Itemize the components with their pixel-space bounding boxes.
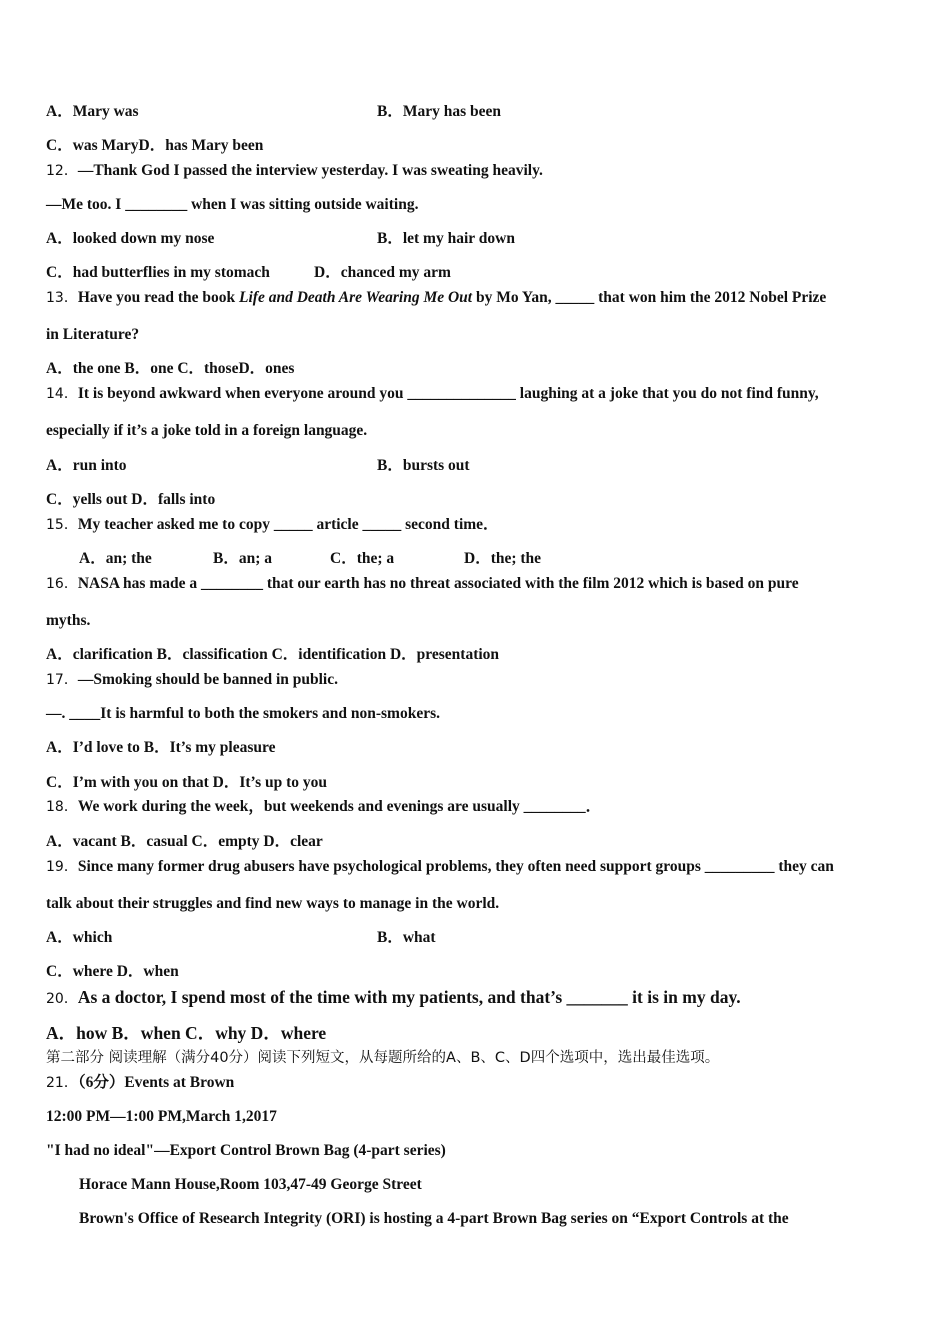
q13-stem [46, 288, 826, 308]
q20-stem [46, 987, 741, 1009]
q17-stem [46, 670, 338, 690]
q11-option-a: A．Mary was [46, 103, 139, 120]
q17-reply: —. ____It is harmful to both the smokers and non-smokers. [46, 705, 440, 722]
q13-stem-continued: in Literature? [46, 326, 140, 343]
q14-stem-continued: especially if it’s a joke told in a foreign language. [46, 422, 368, 439]
q13-options: A．the one B．one C．thoseD．ones [46, 360, 295, 377]
q21-event-title: "I had no ideal"—Export Control Brown Bag (4-part series) [46, 1142, 446, 1159]
q17-stem-text: —Smoking should be banned in public. [77, 671, 338, 688]
q11-option-cd: C．was MaryD．has Mary been [46, 137, 264, 154]
q17-option-ab: A．I’d love to B．It’s my pleasure [46, 739, 276, 756]
q14-option-b: B．bursts out [377, 457, 470, 474]
q21-event-time: 12:00 PM—1:00 PM,March 1,2017 [46, 1108, 277, 1125]
q18-stem-text: We work during the week，but weekends and evenings are usually ________． [77, 798, 602, 815]
q14-number: 14． [46, 386, 78, 402]
q21-event-location: Horace Mann House,Room 103,47-49 George Street [79, 1176, 422, 1193]
q16-stem-text: NASA has made a ________ that our earth has no threat associated with the film 2012 which is based on pure [77, 575, 799, 592]
q17-option-cd: C．I’m with you on that D．It’s up to you [46, 774, 328, 791]
q21-event-description: Brown's Office of Research Integrity (ORI) is hosting a 4-part Brown Bag series on “Export Controls at the [79, 1210, 789, 1227]
q13-book-title: Life and Death Are Wearing Me Out [239, 289, 473, 306]
q19-number: 19． [46, 859, 78, 875]
q12-option-d: D．chanced my arm [314, 264, 451, 281]
q21-label: （6分）Events at Brown [77, 1074, 235, 1091]
q18-number: 18． [46, 799, 78, 815]
q15-stem [46, 515, 499, 535]
q12-stem-text: —Thank God I passed the interview yesterday. I was sweating heavily. [77, 162, 543, 179]
q20-options: A．how B．when C．why D．where [46, 1023, 327, 1043]
q19-stem-continued: talk about their struggles and find new ways to manage in the world. [46, 895, 500, 912]
q15-stem-text: My teacher asked me to copy _____ article _____ second time． [77, 516, 499, 533]
q15-number: 15． [46, 517, 78, 533]
q12-option-b: B．let my hair down [377, 230, 515, 247]
q18-stem [46, 797, 601, 817]
q20-number: 20． [46, 991, 78, 1007]
q13-stem-post: by Mo Yan, _____ that won him the 2012 Nobel Prize [472, 289, 827, 306]
q12-number: 12． [46, 163, 78, 179]
q13-stem-pre: Have you read the book [77, 289, 240, 306]
q12-option-a: A．looked down my nose [46, 230, 215, 247]
q17-number: 17． [46, 672, 78, 688]
q13-number: 13． [46, 290, 78, 306]
q14-option-cd: C．yells out D．falls into [46, 491, 216, 508]
q18-options: A．vacant B．casual C．empty D．clear [46, 833, 323, 850]
q12-stem [46, 161, 543, 181]
q14-option-a: A．run into [46, 457, 127, 474]
q16-stem [46, 574, 799, 594]
q19-stem [46, 857, 834, 877]
q19-option-b: B．what [377, 929, 436, 946]
q12-option-c: C．had butterflies in my stomach [46, 264, 270, 281]
q21-heading [46, 1073, 234, 1093]
q15-option-d: D．the; the [464, 550, 542, 567]
q11-option-b: B．Mary has been [377, 103, 502, 120]
q14-stem-text: It is beyond awkward when everyone around you ______________ laughing at a joke that you do not find funny, [77, 385, 819, 402]
q15-option-c: C．the; a [330, 550, 395, 567]
q15-option-a: A．an; the [79, 550, 152, 567]
q16-options: A．clarification B．classification C．identification D．presentation [46, 646, 500, 663]
q21-number: 21． [46, 1075, 78, 1091]
q19-option-cd: C．where D．when [46, 963, 179, 980]
section2-heading: 第二部分 阅读理解（满分40分）阅读下列短文，从每题所给的A、B、C、D四个选项中，选出最佳选项。 [46, 1050, 720, 1066]
q16-stem-continued: myths. [46, 612, 91, 629]
q15-option-b: B．an; a [213, 550, 272, 567]
q16-number: 16． [46, 576, 78, 592]
q19-option-a: A．which [46, 929, 113, 946]
q19-stem-text: Since many former drug abusers have psychological problems, they often need support groups _________ they can [77, 858, 834, 875]
q20-stem-text: As a doctor, I spend most of the time with my patients, and that’s _______ it is in my day. [77, 987, 741, 1007]
q14-stem [46, 384, 819, 404]
q12-reply: —Me too. I ________ when I was sitting outside waiting. [46, 196, 419, 213]
